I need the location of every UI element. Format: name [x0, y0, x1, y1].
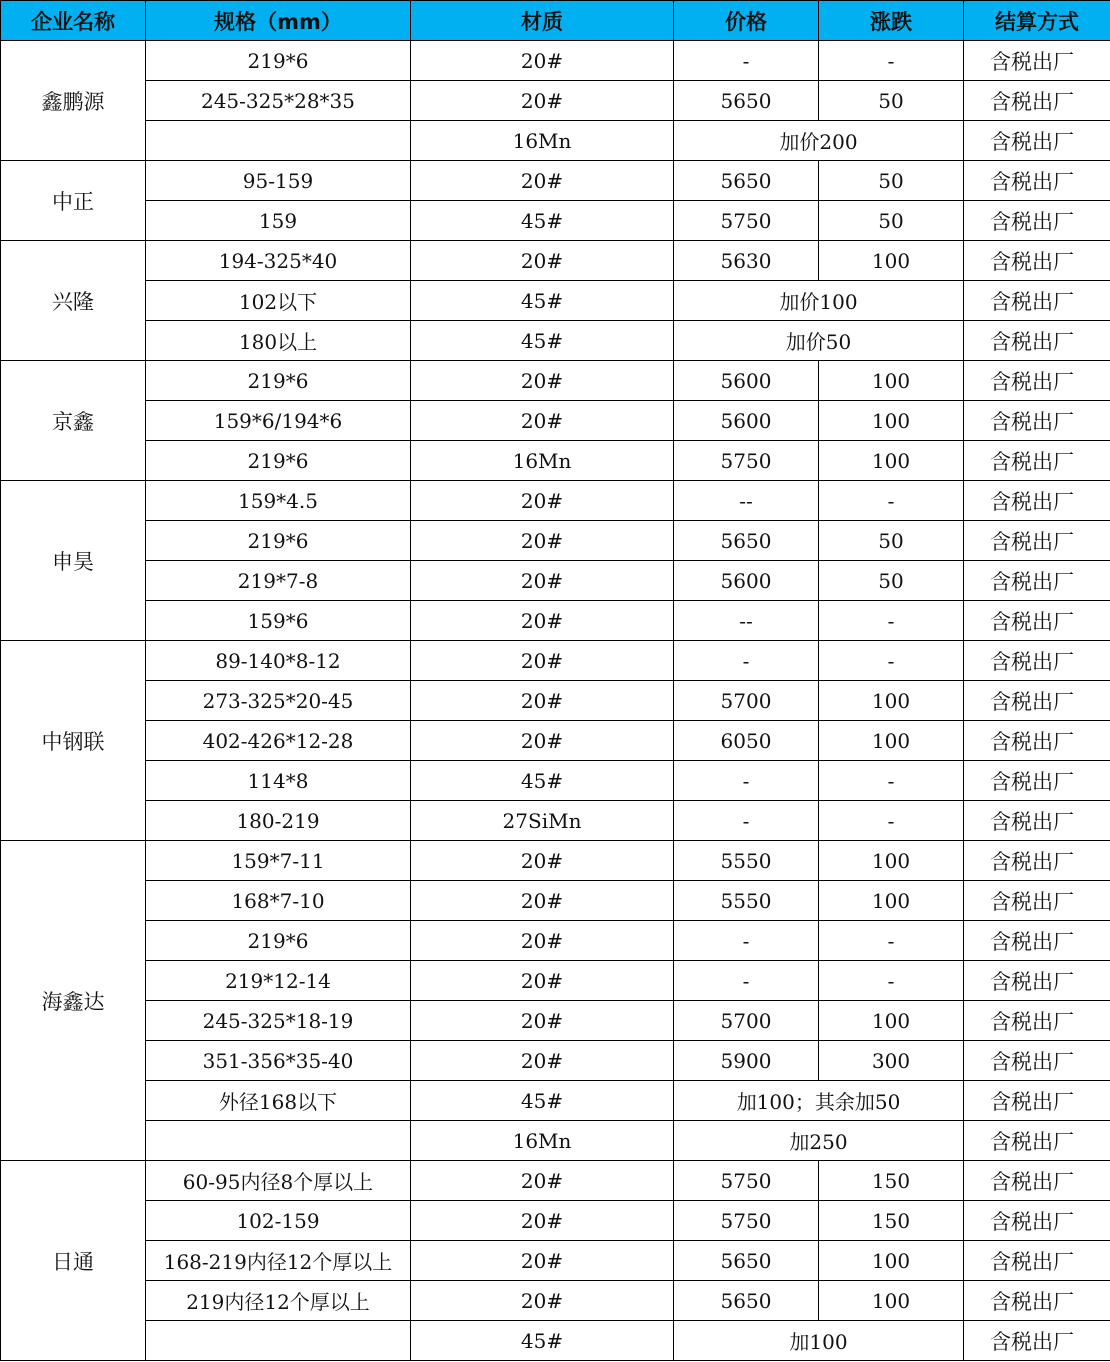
material-cell: 16Mn: [411, 441, 674, 481]
spec-cell: 159*6/194*6: [146, 401, 411, 441]
spec-cell: 245-325*18-19: [146, 1001, 411, 1041]
settlement-cell: 含税出厂: [964, 881, 1110, 921]
table-row: [1, 641, 1110, 681]
settlement-cell: 含税出厂: [964, 281, 1110, 321]
table-row: [1, 1281, 1110, 1321]
price-cell: 5600: [674, 561, 819, 601]
spec-cell: 89-140*8-12: [146, 641, 411, 681]
table-row: [1, 161, 1110, 201]
spec-cell: 219*12-14: [146, 961, 411, 1001]
spec-cell: 159*6: [146, 601, 411, 641]
settlement-cell: 含税出厂: [964, 841, 1110, 881]
change-cell: 100: [819, 1281, 964, 1321]
settlement-cell: 含税出厂: [964, 1121, 1110, 1161]
price-cell: -: [674, 761, 819, 801]
table-row: [1, 921, 1110, 961]
change-cell: 100: [819, 1001, 964, 1041]
table-row: [1, 201, 1110, 241]
table-row: [1, 881, 1110, 921]
price-note-cell: 加250: [674, 1121, 964, 1161]
material-cell: 45#: [411, 1081, 674, 1121]
header-price: 价格: [674, 1, 819, 41]
price-cell: 5750: [674, 1161, 819, 1201]
header-company: 企业名称: [1, 1, 146, 41]
change-cell: 300: [819, 1041, 964, 1081]
change-cell: 100: [819, 441, 964, 481]
spec-cell: [146, 1321, 411, 1361]
settlement-cell: 含税出厂: [964, 521, 1110, 561]
change-cell: 150: [819, 1201, 964, 1241]
material-cell: 20#: [411, 361, 674, 401]
material-cell: 20#: [411, 1281, 674, 1321]
header-settlement: 结算方式: [964, 1, 1110, 41]
settlement-cell: 含税出厂: [964, 441, 1110, 481]
change-cell: 50: [819, 201, 964, 241]
price-note-cell: 加100；其余加50: [674, 1081, 964, 1121]
price-cell: --: [674, 481, 819, 521]
price-cell: 5600: [674, 401, 819, 441]
material-cell: 20#: [411, 481, 674, 521]
price-cell: -: [674, 41, 819, 81]
spec-cell: 194-325*40: [146, 241, 411, 281]
price-cell: 6050: [674, 721, 819, 761]
settlement-cell: 含税出厂: [964, 81, 1110, 121]
header-material: 材质: [411, 1, 674, 41]
material-cell: 27SiMn: [411, 801, 674, 841]
change-cell: -: [819, 601, 964, 641]
change-cell: -: [819, 481, 964, 521]
header-spec: 规格（mm）: [146, 1, 411, 41]
change-cell: 50: [819, 81, 964, 121]
price-cell: -: [674, 801, 819, 841]
table-row: [1, 561, 1110, 601]
change-cell: 100: [819, 1241, 964, 1281]
company-name-cell: 申昊: [1, 481, 146, 641]
price-note-cell: 加100: [674, 1321, 964, 1361]
table-row: [1, 1321, 1110, 1361]
material-cell: 45#: [411, 321, 674, 361]
change-cell: -: [819, 41, 964, 81]
settlement-cell: 含税出厂: [964, 361, 1110, 401]
spec-cell: 168-219内径12个厚以上: [146, 1241, 411, 1281]
settlement-cell: 含税出厂: [964, 401, 1110, 441]
change-cell: 50: [819, 161, 964, 201]
company-name-cell: 海鑫达: [1, 841, 146, 1161]
settlement-cell: 含税出厂: [964, 681, 1110, 721]
spec-cell: 351-356*35-40: [146, 1041, 411, 1081]
change-cell: -: [819, 921, 964, 961]
price-cell: -: [674, 961, 819, 1001]
table-row: [1, 41, 1110, 81]
table-row: [1, 121, 1110, 161]
table-row: [1, 1201, 1110, 1241]
table-row: [1, 1161, 1110, 1201]
settlement-cell: 含税出厂: [964, 1001, 1110, 1041]
change-cell: 100: [819, 241, 964, 281]
change-cell: 150: [819, 1161, 964, 1201]
material-cell: 20#: [411, 1001, 674, 1041]
spec-cell: 外径168以下: [146, 1081, 411, 1121]
settlement-cell: 含税出厂: [964, 121, 1110, 161]
table-row: [1, 1121, 1110, 1161]
price-cell: -: [674, 921, 819, 961]
spec-cell: [146, 1121, 411, 1161]
material-cell: 16Mn: [411, 1121, 674, 1161]
material-cell: 20#: [411, 81, 674, 121]
price-cell: 5600: [674, 361, 819, 401]
price-note-cell: 加价200: [674, 121, 964, 161]
header-row: [1, 1, 1110, 41]
spec-cell: 245-325*28*35: [146, 81, 411, 121]
material-cell: 20#: [411, 721, 674, 761]
spec-cell: 114*8: [146, 761, 411, 801]
settlement-cell: 含税出厂: [964, 1081, 1110, 1121]
price-cell: 5650: [674, 521, 819, 561]
spec-cell: 159*7-11: [146, 841, 411, 881]
change-cell: 100: [819, 841, 964, 881]
material-cell: 20#: [411, 241, 674, 281]
price-cell: --: [674, 601, 819, 641]
price-cell: 5650: [674, 161, 819, 201]
table-row: [1, 281, 1110, 321]
change-cell: 100: [819, 881, 964, 921]
price-cell: 5700: [674, 681, 819, 721]
table-row: [1, 961, 1110, 1001]
spec-cell: 219*7-8: [146, 561, 411, 601]
price-cell: 5750: [674, 201, 819, 241]
settlement-cell: 含税出厂: [964, 601, 1110, 641]
material-cell: 16Mn: [411, 121, 674, 161]
table-row: [1, 761, 1110, 801]
company-name-cell: 中钢联: [1, 641, 146, 841]
table-row: [1, 601, 1110, 641]
table-row: [1, 441, 1110, 481]
table-row: [1, 401, 1110, 441]
material-cell: 45#: [411, 201, 674, 241]
settlement-cell: 含税出厂: [964, 161, 1110, 201]
spec-cell: 402-426*12-28: [146, 721, 411, 761]
spec-cell: 102-159: [146, 1201, 411, 1241]
settlement-cell: 含税出厂: [964, 921, 1110, 961]
settlement-cell: 含税出厂: [964, 561, 1110, 601]
price-cell: 5750: [674, 441, 819, 481]
spec-cell: 159: [146, 201, 411, 241]
table-body: [1, 41, 1110, 1361]
price-cell: 5550: [674, 881, 819, 921]
material-cell: 20#: [411, 961, 674, 1001]
table-row: [1, 521, 1110, 561]
settlement-cell: 含税出厂: [964, 641, 1110, 681]
material-cell: 45#: [411, 281, 674, 321]
spec-cell: 180-219: [146, 801, 411, 841]
price-cell: 5900: [674, 1041, 819, 1081]
spec-cell: 159*4.5: [146, 481, 411, 521]
material-cell: 20#: [411, 1161, 674, 1201]
material-cell: 45#: [411, 761, 674, 801]
settlement-cell: 含税出厂: [964, 241, 1110, 281]
change-cell: -: [819, 641, 964, 681]
change-cell: 100: [819, 401, 964, 441]
material-cell: 20#: [411, 681, 674, 721]
settlement-cell: 含税出厂: [964, 761, 1110, 801]
price-cell: 5630: [674, 241, 819, 281]
settlement-cell: 含税出厂: [964, 481, 1110, 521]
company-name-cell: 鑫鹏源: [1, 41, 146, 161]
spec-cell: 180以上: [146, 321, 411, 361]
material-cell: 20#: [411, 561, 674, 601]
spec-cell: 219内径12个厚以上: [146, 1281, 411, 1321]
table-row: [1, 481, 1110, 521]
table-row: [1, 1081, 1110, 1121]
header-change: 涨跌: [819, 1, 964, 41]
table-row: [1, 241, 1110, 281]
settlement-cell: 含税出厂: [964, 1241, 1110, 1281]
settlement-cell: 含税出厂: [964, 1321, 1110, 1361]
material-cell: 20#: [411, 1241, 674, 1281]
settlement-cell: 含税出厂: [964, 721, 1110, 761]
table-row: [1, 721, 1110, 761]
company-name-cell: 兴隆: [1, 241, 146, 361]
settlement-cell: 含税出厂: [964, 1201, 1110, 1241]
material-cell: 20#: [411, 401, 674, 441]
spec-cell: [146, 121, 411, 161]
spec-cell: 219*6: [146, 441, 411, 481]
settlement-cell: 含税出厂: [964, 1281, 1110, 1321]
change-cell: -: [819, 761, 964, 801]
change-cell: 50: [819, 561, 964, 601]
spec-cell: 60-95内径8个厚以上: [146, 1161, 411, 1201]
change-cell: -: [819, 801, 964, 841]
material-cell: 20#: [411, 641, 674, 681]
price-cell: 5550: [674, 841, 819, 881]
table-row: [1, 801, 1110, 841]
settlement-cell: 含税出厂: [964, 961, 1110, 1001]
price-cell: 5650: [674, 1281, 819, 1321]
price-cell: 5750: [674, 1201, 819, 1241]
table-row: [1, 681, 1110, 721]
price-note-cell: 加价50: [674, 321, 964, 361]
company-name-cell: 日通: [1, 1161, 146, 1361]
material-cell: 20#: [411, 1201, 674, 1241]
price-cell: 5700: [674, 1001, 819, 1041]
change-cell: -: [819, 961, 964, 1001]
table-row: [1, 1241, 1110, 1281]
company-name-cell: 京鑫: [1, 361, 146, 481]
price-note-cell: 加价100: [674, 281, 964, 321]
material-cell: 20#: [411, 161, 674, 201]
spec-cell: 219*6: [146, 521, 411, 561]
settlement-cell: 含税出厂: [964, 321, 1110, 361]
table-row: [1, 321, 1110, 361]
table-row: [1, 1001, 1110, 1041]
material-cell: 20#: [411, 41, 674, 81]
settlement-cell: 含税出厂: [964, 1041, 1110, 1081]
material-cell: 20#: [411, 841, 674, 881]
material-cell: 45#: [411, 1321, 674, 1361]
table-row: [1, 841, 1110, 881]
table-row: [1, 81, 1110, 121]
spec-cell: 168*7-10: [146, 881, 411, 921]
change-cell: 50: [819, 521, 964, 561]
change-cell: 100: [819, 721, 964, 761]
settlement-cell: 含税出厂: [964, 801, 1110, 841]
spec-cell: 102以下: [146, 281, 411, 321]
material-cell: 20#: [411, 1041, 674, 1081]
company-name-cell: 中正: [1, 161, 146, 241]
spec-cell: 219*6: [146, 921, 411, 961]
settlement-cell: 含税出厂: [964, 201, 1110, 241]
material-cell: 20#: [411, 601, 674, 641]
price-cell: 5650: [674, 1241, 819, 1281]
settlement-cell: 含税出厂: [964, 1161, 1110, 1201]
table-row: [1, 1041, 1110, 1081]
spec-cell: 219*6: [146, 361, 411, 401]
spec-cell: 219*6: [146, 41, 411, 81]
price-cell: -: [674, 641, 819, 681]
settlement-cell: 含税出厂: [964, 41, 1110, 81]
material-cell: 20#: [411, 521, 674, 561]
change-cell: 100: [819, 361, 964, 401]
spec-cell: 95-159: [146, 161, 411, 201]
spec-cell: 273-325*20-45: [146, 681, 411, 721]
change-cell: 100: [819, 681, 964, 721]
material-cell: 20#: [411, 881, 674, 921]
material-cell: 20#: [411, 921, 674, 961]
table-row: [1, 361, 1110, 401]
price-cell: 5650: [674, 81, 819, 121]
